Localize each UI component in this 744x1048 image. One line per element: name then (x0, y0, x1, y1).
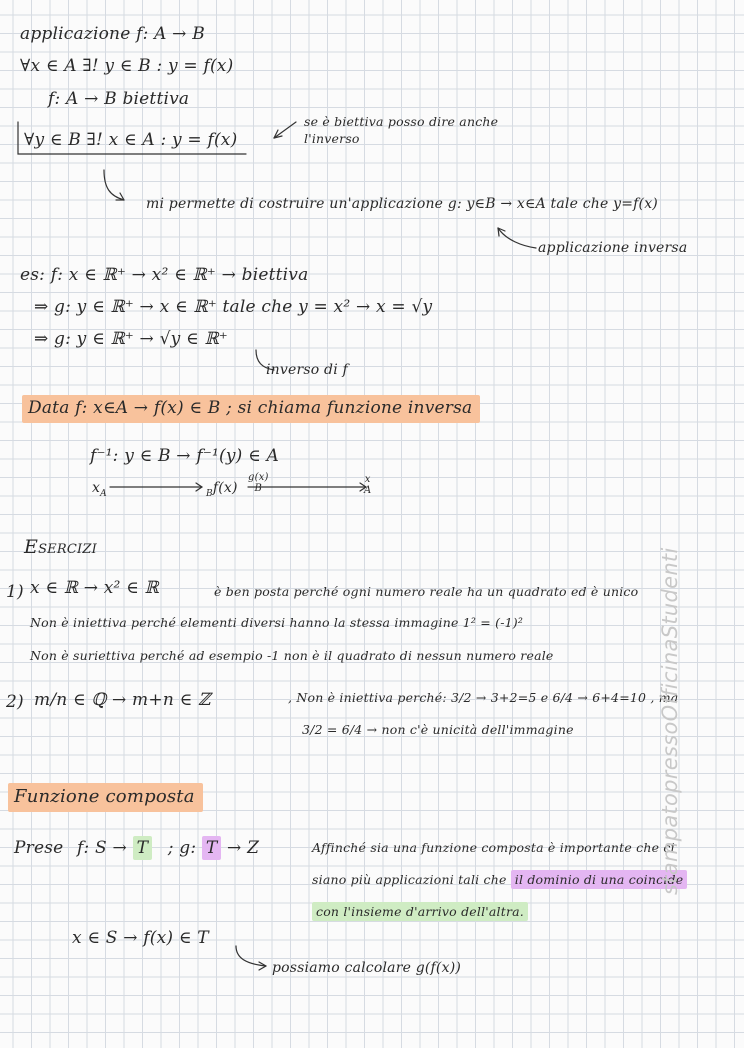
bracket-box (14, 118, 254, 158)
result-arrow-icon (228, 944, 278, 974)
biettiva-note: se è biettiva posso dire anche l'inverso (304, 114, 499, 146)
diagram-right-wrap (364, 474, 371, 496)
ex1-text: è ben posta perché ogni numero reale ha un quadrato ed è unico (214, 584, 639, 599)
diagram-mid-sub: B (206, 488, 213, 499)
ex2-text: , Non è iniettiva perché: 3/2 → 3+2=5 e 6/4 → 6+4=10 , ma (288, 690, 679, 705)
definition-line-4: ∀y ∈ B ∃! x ∈ A : y = f(x) (24, 130, 238, 150)
inverse-header-wrap (22, 398, 480, 418)
note-arrow-icon (270, 118, 300, 148)
diagram-mid-wrap (206, 480, 238, 499)
diagram-top-sub: B (254, 483, 263, 494)
diagram-left-sub: A (100, 488, 107, 499)
composite-text-3 (312, 904, 528, 919)
inverse-label: applicazione inversa (538, 240, 688, 256)
diagram-arrow-2 (246, 480, 376, 494)
composite-z: → Z (227, 838, 260, 858)
composite-def (14, 838, 259, 858)
composite-title: Funzione composta (8, 783, 203, 812)
inverse-arrow-icon (492, 222, 542, 252)
ex1-number: 1) (6, 582, 24, 602)
inverse-formula: f⁻¹: y ∈ B → f⁻¹(y) ∈ A (90, 446, 279, 466)
inverse-of-label: inverso di f (266, 362, 348, 378)
example-line-1: es: f: x ∈ ℝ⁺ → x² ∈ ℝ⁺ → biettiva (20, 265, 309, 285)
composite-t1: T (133, 836, 153, 860)
definition-line-2: ∀x ∈ A ∃! y ∈ B : y = f(x) (20, 56, 234, 76)
diagram-right: x (364, 474, 371, 485)
diagram-mid: f(x) (212, 480, 238, 496)
inverse-header: Data f: x∈A → f(x) ∈ B ; si chiama funzione inversa (22, 395, 480, 423)
watermark: stampatopressoOfficinaStudenti (658, 547, 682, 895)
definition-line-1: applicazione f: A → B (20, 24, 205, 44)
down-arrow-icon (96, 168, 136, 208)
composite-text-2b: il dominio di una coincide (511, 870, 688, 889)
example-line-2: ⇒ g: y ∈ ℝ⁺ → x ∈ ℝ⁺ tale che y = x² → x = √y (34, 297, 433, 317)
composite-title-wrap (8, 786, 203, 807)
composite-t2: T (202, 836, 222, 860)
composite-text-3-span: con l'insieme d'arrivo dell'altra. (312, 902, 528, 921)
consequence-text: mi permette di costruire un'applicazione g: y∈B → x∈A tale che y=f(x) (146, 196, 658, 212)
ex2-line-2: 3/2 = 6/4 → non c'è unicità dell'immagine (302, 722, 574, 737)
ex2-formula: m/n ∈ ℚ → m+n ∈ ℤ (34, 690, 211, 710)
composite-result: possiamo calcolare g(f(x)) (272, 960, 462, 976)
composite-mapping: x ∈ S → f(x) ∈ T (72, 928, 209, 948)
diagram-arrow-1 (108, 480, 208, 494)
ex1-line-3: Non è suriettiva perché ad esempio -1 non è il quadrato di nessun numero reale (30, 648, 554, 663)
composite-prese: Prese (14, 838, 64, 858)
ex1-formula: x ∈ ℝ → x² ∈ ℝ (30, 578, 159, 598)
example-line-3: ⇒ g: y ∈ ℝ⁺ → √y ∈ ℝ⁺ (34, 329, 228, 349)
ex1-line-2: Non è iniettiva perché elementi diversi hanno la stessa immagine 1² = (-1)² (30, 615, 524, 630)
definition-line-3: f: A → B biettiva (48, 89, 190, 109)
diagram-top: g(x) (248, 472, 269, 483)
diagram-left-wrap (92, 480, 107, 499)
diagram-left: x (92, 480, 101, 496)
diagram-right-sub: A (364, 485, 372, 496)
ex2-number: 2) (6, 692, 24, 712)
composite-g: ; g: (167, 838, 197, 858)
composite-text-2a: siano più applicazioni tali che (312, 872, 507, 887)
exercises-title: Esercizi (24, 536, 97, 558)
composite-text-2 (312, 872, 687, 887)
composite-f: f: S → (77, 838, 127, 858)
composite-text-1: Affinché sia una funzione composta è importante che ci (312, 840, 675, 855)
